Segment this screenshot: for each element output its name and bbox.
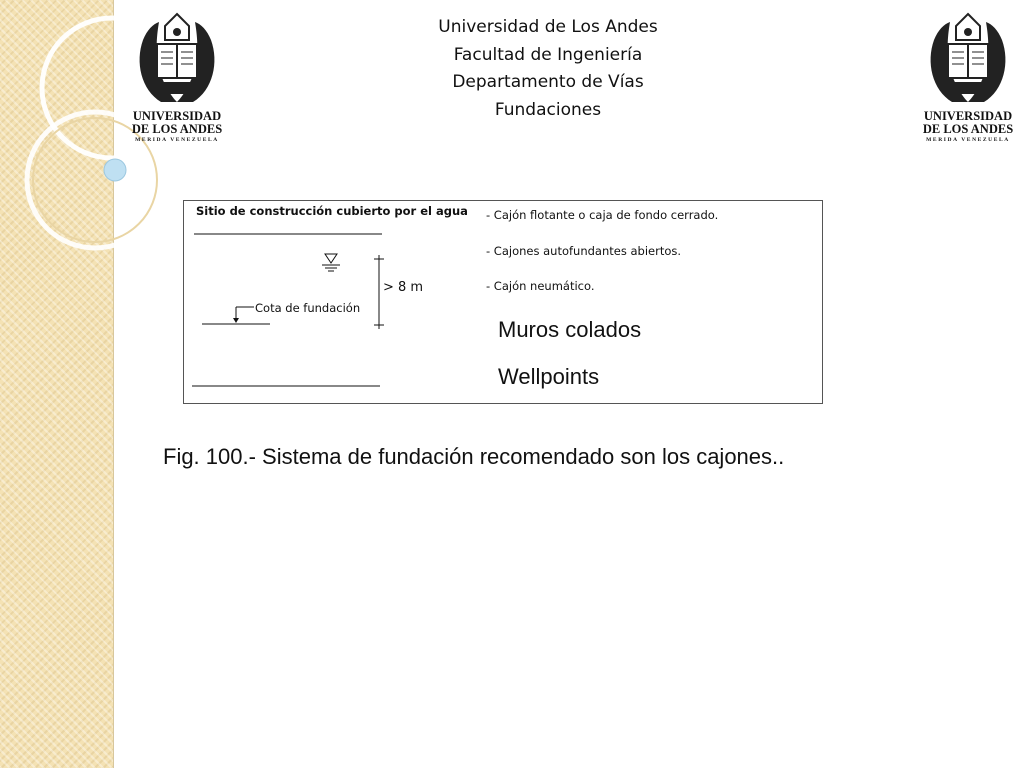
logo-name-line1: UNIVERSIDAD [132,109,222,123]
logo-city: MERIDA VENEZUELA [926,137,1010,143]
depth-label: > 8 m [383,280,424,295]
water-level-icon [322,254,340,271]
university-seal-icon [131,10,223,110]
slide-header [378,14,718,124]
extra-muros-colados: Muros colados [498,317,642,342]
logo-name-line2: DE LOS ANDES [131,122,223,136]
logo-name-line1: UNIVERSIDAD [923,109,1013,123]
site-title: Sitio de construcción cubierto por el agua [196,204,468,218]
foundation-figure [183,200,823,404]
option-floating-caisson: - Cajón flotante o caja de fondo cerrado. [486,208,719,222]
blue-bead-icon [104,159,126,181]
header-university: Universidad de Los Andes [438,17,658,37]
university-logo-right [922,10,1014,150]
university-seal-icon [922,10,1014,110]
figure-caption: Fig. 100.- Sistema de fundación recomendado son los cajones.. [163,444,785,469]
decorative-side-band [0,0,114,768]
foundation-level-label: Cota de fundación [255,301,361,315]
logo-name-line2: DE LOS ANDES [922,122,1014,136]
logo-city: MERIDA VENEZUELA [135,137,219,143]
option-pneumatic-caisson: - Cajón neumático. [486,279,595,293]
extra-wellpoints: Wellpoints [498,364,600,389]
header-course: Fundaciones [494,99,602,120]
option-open-caissons: - Cajones autofundantes abiertos. [486,244,682,258]
header-faculty: Facultad de Ingeniería [453,44,643,65]
university-logo-left [131,10,223,150]
header-department: Departamento de Vías [452,72,644,92]
